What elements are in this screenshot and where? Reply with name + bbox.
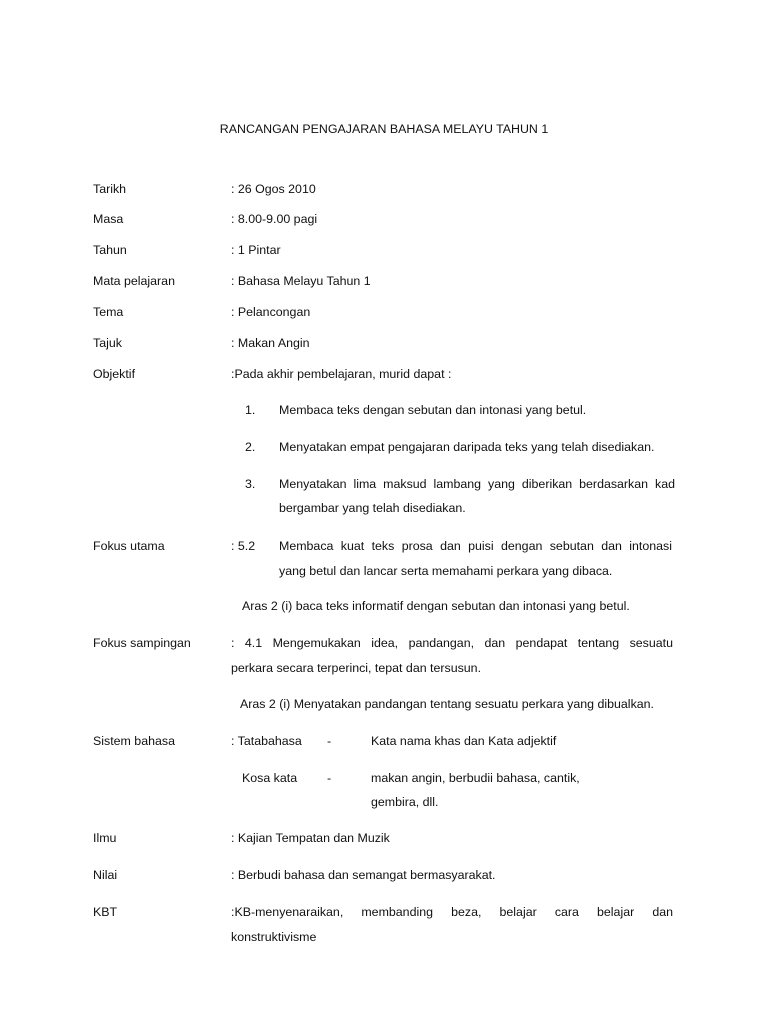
document-title: RANCANGAN PENGAJARAN BAHASA MELAYU TAHUN 1 [219,122,549,136]
fokus-sampingan-text-cont: perkara secara terperinci, tepat dan tersusun. [231,661,482,675]
kbt-value: :KB-menyenaraikan, membanding beza, belajar cara belajar dan [231,905,673,919]
masa-label: Masa [93,212,124,226]
ilmu-value: : Kajian Tempatan dan Muzik [231,831,390,845]
objektif-intro: :Pada akhir pembelajaran, murid dapat : [231,367,452,381]
kosa-kata-dash: - [327,771,332,785]
fokus-utama-label: Fokus utama [93,539,165,553]
tema-label: Tema [93,305,124,319]
mata-pelajaran-label: Mata pelajaran [93,274,175,288]
mata-pelajaran-value: : Bahasa Melayu Tahun 1 [231,274,371,288]
nilai-label: Nilai [93,868,118,882]
ilmu-label: Ilmu [93,831,117,845]
objektif-item-2-text: Menyatakan empat pengajaran daripada teks yang telah disediakan. [279,440,655,454]
kosa-kata-value-cont: gembira, dll. [371,795,439,809]
fokus-utama-text-cont: yang betul dan lancar serta memahami perkara yang dibaca. [279,564,613,578]
objektif-item-3-number: 3. [245,477,256,491]
tarikh-label: Tarikh [93,182,127,196]
tajuk-value: : Makan Angin [231,336,310,350]
objektif-item-1-number: 1. [245,403,256,417]
kosa-kata-value: makan angin, berbudii bahasa, cantik, [371,771,580,785]
fokus-utama-code: : 5.2 [231,539,256,553]
nilai-value: : Berbudi bahasa dan semangat bermasyarakat. [231,868,496,882]
objektif-label: Objektif [93,367,136,381]
tarikh-value: : 26 Ogos 2010 [231,182,316,196]
tatabahasa-label: : Tatabahasa [231,734,302,748]
objektif-item-3-text: Menyatakan lima maksud lambang yang diberikan berdasarkan kad [279,477,675,491]
tahun-value: : 1 Pintar [231,243,281,257]
kbt-value-cont: konstruktivisme [231,930,317,944]
kosa-kata-label: Kosa kata [242,771,298,785]
fokus-utama-text: Membaca kuat teks prosa dan puisi dengan sebutan dan intonasi [279,539,672,553]
masa-value: : 8.00-9.00 pagi [231,212,318,226]
fokus-sampingan-text: : 4.1 Mengemukakan idea, pandangan, dan pendapat tentang sesuatu [231,636,673,650]
objektif-item-3-text-cont: bergambar yang telah disediakan. [279,501,466,515]
tema-value: : Pelancongan [231,305,311,319]
fokus-sampingan-aras: Aras 2 (i) Menyatakan pandangan tentang sesuatu perkara yang dibualkan. [240,697,654,711]
tatabahasa-value: Kata nama khas dan Kata adjektif [371,734,557,748]
sistem-bahasa-label: Sistem bahasa [93,734,175,748]
objektif-item-2-number: 2. [245,440,256,454]
tatabahasa-dash: - [327,734,332,748]
tahun-label: Tahun [93,243,127,257]
kbt-label: KBT [93,905,118,919]
tajuk-label: Tajuk [93,336,122,350]
fokus-sampingan-label: Fokus sampingan [93,636,191,650]
fokus-utama-aras: Aras 2 (i) baca teks informatif dengan sebutan dan intonasi yang betul. [242,599,630,613]
objektif-item-1-text: Membaca teks dengan sebutan dan intonasi yang betul. [279,403,587,417]
